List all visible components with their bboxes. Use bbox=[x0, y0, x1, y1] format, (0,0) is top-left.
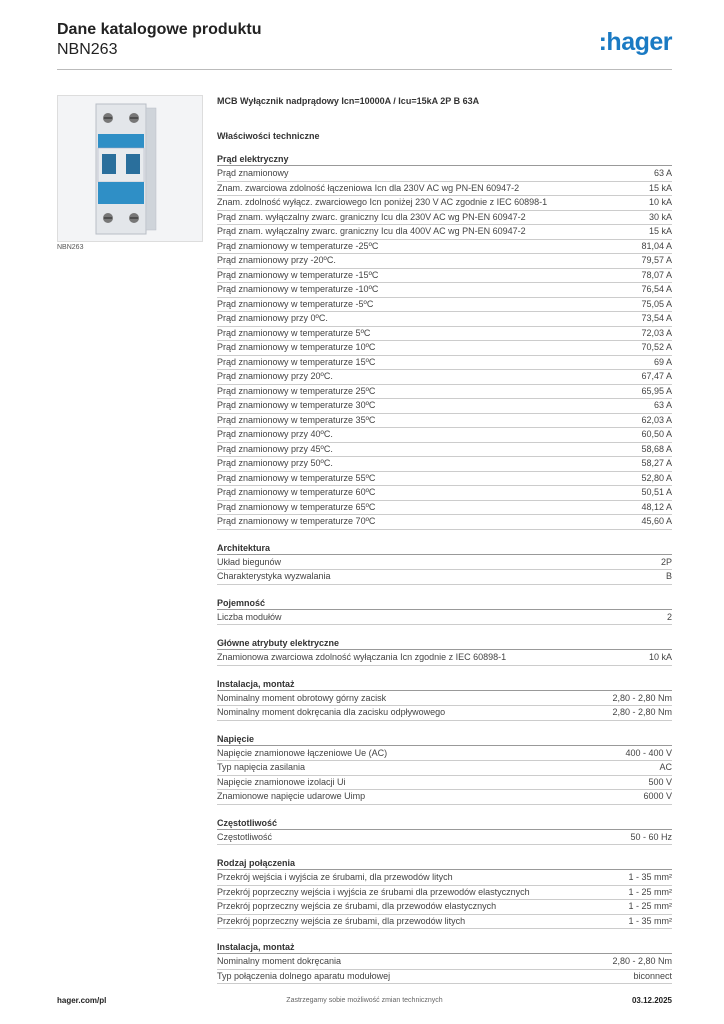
section-title: Rodzaj połączenia bbox=[217, 858, 672, 870]
spec-row bbox=[217, 327, 672, 342]
spec-label: Prąd znamionowy w temperaturze 30ºC bbox=[217, 400, 376, 410]
spec-value: 69 A bbox=[653, 356, 672, 367]
spec-label: Nominalny moment dokręcania bbox=[217, 956, 342, 966]
spec-value: 10 kA bbox=[648, 652, 672, 662]
spec-section bbox=[217, 638, 672, 666]
spec-row bbox=[217, 211, 672, 226]
section-title: Napięcie bbox=[217, 734, 672, 746]
spec-label: Napięcie znamionowe izolacji Ui bbox=[217, 776, 346, 787]
spec-label: Nominalny moment obrotowy górny zacisk bbox=[217, 692, 387, 703]
footer-disclaimer: Zastrzegamy sobie możliwość zmian technicznych bbox=[286, 997, 443, 1004]
spec-label: Prąd znamionowy w temperaturze -25ºC bbox=[217, 240, 379, 251]
spec-label: Prąd znamionowy w temperaturze 65ºC bbox=[217, 501, 376, 512]
spec-row bbox=[217, 761, 672, 776]
spec-row bbox=[217, 900, 672, 915]
image-caption: NBN263 bbox=[57, 244, 84, 251]
product-image bbox=[57, 95, 203, 242]
spec-row bbox=[217, 341, 672, 356]
spec-row bbox=[217, 915, 672, 930]
spec-value: 15 kA bbox=[648, 226, 672, 236]
spec-label: Prąd znamionowy w temperaturze -15ºC bbox=[217, 269, 379, 280]
spec-value: 1 - 25 mm² bbox=[628, 886, 672, 897]
spec-label: Prąd znamionowy w temperaturze 25ºC bbox=[217, 385, 376, 396]
spec-label: Prąd znam. wyłączalny zwarc. graniczny Icu dla 230V AC wg PN-EN 60947-2 bbox=[217, 211, 526, 222]
spec-value: 73,54 A bbox=[641, 313, 672, 323]
spec-row bbox=[217, 298, 672, 313]
spec-value: 48,12 A bbox=[641, 501, 672, 512]
spec-value: 78,07 A bbox=[641, 269, 672, 280]
spec-row bbox=[217, 570, 672, 585]
spec-row bbox=[217, 283, 672, 298]
spec-value: 58,27 A bbox=[641, 458, 672, 468]
section-title: Instalacja, montaż bbox=[217, 679, 672, 691]
spec-value: 30 kA bbox=[648, 211, 672, 222]
spec-row bbox=[217, 692, 672, 707]
spec-row bbox=[217, 414, 672, 429]
section-title: Częstotliwość bbox=[217, 818, 672, 830]
spec-value: 400 - 400 V bbox=[625, 747, 672, 758]
spec-value: 6000 V bbox=[643, 791, 672, 801]
spec-section bbox=[217, 818, 672, 846]
spec-value: AC bbox=[659, 762, 672, 772]
spec-label: Przekrój wejścia i wyjścia ze śrubami, dla przewodów litych bbox=[217, 872, 453, 882]
spec-row bbox=[217, 970, 672, 985]
spec-value: 2 bbox=[666, 611, 672, 622]
footer-website: hager.com/pl bbox=[57, 996, 107, 1005]
spec-row bbox=[217, 871, 672, 886]
hager-logo: :hager bbox=[598, 28, 672, 56]
spec-label: Znamionowa zwarciowa zdolność wyłączania Icn zgodnie z IEC 60898-1 bbox=[217, 652, 507, 662]
spec-row bbox=[217, 443, 672, 458]
spec-value: 67,47 A bbox=[641, 371, 672, 381]
spec-label: Znam. zwarciowa zdolność łączeniowa Icn dla 230V AC wg PN-EN 60947-2 bbox=[217, 182, 520, 193]
spec-label: Prąd znamionowy w temperaturze 55ºC bbox=[217, 472, 376, 483]
spec-label: Prąd znamionowy w temperaturze 15ºC bbox=[217, 356, 376, 367]
page-title: Dane katalogowe produktu bbox=[57, 21, 262, 38]
spec-label: Prąd znamionowy przy 20ºC. bbox=[217, 371, 333, 381]
spec-label: Prąd znamionowy przy 45ºC. bbox=[217, 443, 333, 454]
spec-value: 75,05 A bbox=[641, 298, 672, 309]
spec-value: 1 - 35 mm² bbox=[628, 915, 672, 926]
spec-value: 58,68 A bbox=[641, 443, 672, 454]
spec-label: Prąd znamionowy w temperaturze -10ºC bbox=[217, 284, 379, 294]
section-title: Architektura bbox=[217, 543, 672, 555]
spec-value: 1 - 35 mm² bbox=[628, 872, 672, 882]
section-title: Instalacja, montaż bbox=[217, 942, 672, 954]
spec-label: Prąd znamionowy w temperaturze -5ºC bbox=[217, 298, 374, 309]
spec-row bbox=[217, 611, 672, 626]
spec-row bbox=[217, 182, 672, 197]
spec-value: 50 - 60 Hz bbox=[630, 831, 672, 842]
page-header bbox=[57, 20, 672, 70]
spec-row bbox=[217, 955, 672, 970]
spec-value: 79,57 A bbox=[641, 255, 672, 265]
spec-value: 10 kA bbox=[648, 197, 672, 207]
spec-label: Typ połączenia dolnego aparatu modułowej bbox=[217, 970, 391, 981]
spec-section bbox=[217, 543, 672, 585]
spec-row bbox=[217, 790, 672, 805]
spec-label: Prąd znamionowy w temperaturze 35ºC bbox=[217, 414, 376, 425]
spec-row bbox=[217, 356, 672, 371]
spec-row bbox=[217, 240, 672, 255]
spec-row bbox=[217, 472, 672, 487]
spec-label: Znamionowe napięcie udarowe Uimp bbox=[217, 791, 366, 801]
spec-row bbox=[217, 196, 672, 211]
spec-label: Prąd znamionowy przy 0ºC. bbox=[217, 313, 328, 323]
spec-label: Prąd znamionowy w temperaturze 5ºC bbox=[217, 327, 371, 338]
spec-label: Typ napięcia zasilania bbox=[217, 762, 306, 772]
spec-label: Przekrój poprzeczny wejścia i wyjścia ze śrubami dla przewodów elastycznych bbox=[217, 886, 530, 897]
spec-value: B bbox=[665, 571, 672, 581]
spec-row bbox=[217, 486, 672, 501]
spec-label: Prąd znamionowy w temperaturze 70ºC bbox=[217, 516, 376, 526]
spec-value: 2,80 - 2,80 Nm bbox=[612, 707, 672, 717]
section-title: Główne atrybuty elektryczne bbox=[217, 638, 672, 650]
spec-row bbox=[217, 515, 672, 530]
spec-value: 1 - 25 mm² bbox=[628, 901, 672, 911]
spec-label: Charakterystyka wyzwalania bbox=[217, 571, 331, 581]
spec-section bbox=[217, 598, 672, 626]
spec-label: Prąd znamionowy przy -20ºC. bbox=[217, 255, 336, 265]
spec-row bbox=[217, 312, 672, 327]
spec-value: 45,60 A bbox=[641, 516, 672, 526]
spec-label: Częstotliwość bbox=[217, 831, 273, 842]
spec-label: Znam. zdolność wyłącz. zwarciowego Icn poniżej 230 V AC zgodnie z IEC 60898-1 bbox=[217, 197, 548, 207]
spec-value: 2,80 - 2,80 Nm bbox=[612, 692, 672, 703]
spec-label: Prąd znamionowy przy 40ºC. bbox=[217, 429, 333, 439]
spec-label: Prąd znamionowy przy 50ºC. bbox=[217, 458, 333, 468]
spec-label: Przekrój poprzeczny wejścia ze śrubami, dla przewodów litych bbox=[217, 915, 466, 926]
spec-section bbox=[217, 734, 672, 805]
spec-row bbox=[217, 651, 672, 666]
spec-label: Prąd znamionowy w temperaturze 60ºC bbox=[217, 487, 376, 497]
product-code: NBN263 bbox=[57, 41, 118, 58]
spec-section bbox=[217, 858, 672, 929]
spec-row bbox=[217, 225, 672, 240]
spec-value: 50,51 A bbox=[641, 487, 672, 497]
spec-label: Prąd znam. wyłączalny zwarc. graniczny Icu dla 400V AC wg PN-EN 60947-2 bbox=[217, 226, 526, 236]
spec-label: Układ biegunów bbox=[217, 556, 282, 567]
spec-row bbox=[217, 831, 672, 846]
spec-row bbox=[217, 457, 672, 472]
spec-section bbox=[217, 154, 672, 530]
footer-date: 03.12.2025 bbox=[631, 996, 672, 1005]
spec-value: 62,03 A bbox=[641, 414, 672, 425]
spec-value: 2P bbox=[660, 556, 672, 567]
product-name: MCB Wyłącznik nadprądowy Icn=10000A / Icu=15kA 2P B 63A bbox=[217, 96, 480, 106]
spec-value: 2,80 - 2,80 Nm bbox=[612, 956, 672, 966]
spec-label: Napięcie znamionowe łączeniowe Ue (AC) bbox=[217, 747, 388, 758]
spec-label: Liczba modułów bbox=[217, 611, 282, 622]
spec-value: 63 A bbox=[653, 400, 672, 410]
spec-label: Prąd znamionowy bbox=[217, 168, 289, 178]
spec-value: 81,04 A bbox=[641, 240, 672, 251]
spec-row bbox=[217, 776, 672, 791]
spec-value: 70,52 A bbox=[641, 342, 672, 352]
spec-row bbox=[217, 370, 672, 385]
spec-value: 15 kA bbox=[648, 182, 672, 193]
section-title: Prąd elektryczny bbox=[217, 154, 672, 166]
spec-value: 72,03 A bbox=[641, 327, 672, 338]
spec-label: Nominalny moment dokręcania dla zacisku odpływowego bbox=[217, 707, 446, 717]
spec-content bbox=[217, 96, 672, 997]
spec-value: 76,54 A bbox=[641, 284, 672, 294]
technical-properties-label: Właściwości techniczne bbox=[217, 131, 320, 141]
spec-row bbox=[217, 556, 672, 571]
spec-value: 60,50 A bbox=[641, 429, 672, 439]
spec-value: 52,80 A bbox=[641, 472, 672, 483]
spec-label: Przekrój poprzeczny wejścia ze śrubami, dla przewodów elastycznych bbox=[217, 901, 497, 911]
spec-row bbox=[217, 254, 672, 269]
spec-section bbox=[217, 942, 672, 984]
spec-sections bbox=[217, 154, 672, 984]
circuit-breaker-icon bbox=[58, 96, 202, 241]
spec-section bbox=[217, 679, 672, 721]
spec-row bbox=[217, 399, 672, 414]
spec-row bbox=[217, 706, 672, 721]
spec-value: 500 V bbox=[648, 776, 672, 787]
spec-value: biconnect bbox=[633, 970, 672, 981]
section-title: Pojemność bbox=[217, 598, 672, 610]
spec-row bbox=[217, 385, 672, 400]
spec-row bbox=[217, 269, 672, 284]
spec-row bbox=[217, 501, 672, 516]
spec-value: 65,95 A bbox=[641, 385, 672, 396]
spec-row bbox=[217, 747, 672, 762]
spec-value: 63 A bbox=[653, 168, 672, 178]
spec-row bbox=[217, 886, 672, 901]
spec-row bbox=[217, 428, 672, 443]
spec-row bbox=[217, 167, 672, 182]
spec-label: Prąd znamionowy w temperaturze 10ºC bbox=[217, 342, 376, 352]
